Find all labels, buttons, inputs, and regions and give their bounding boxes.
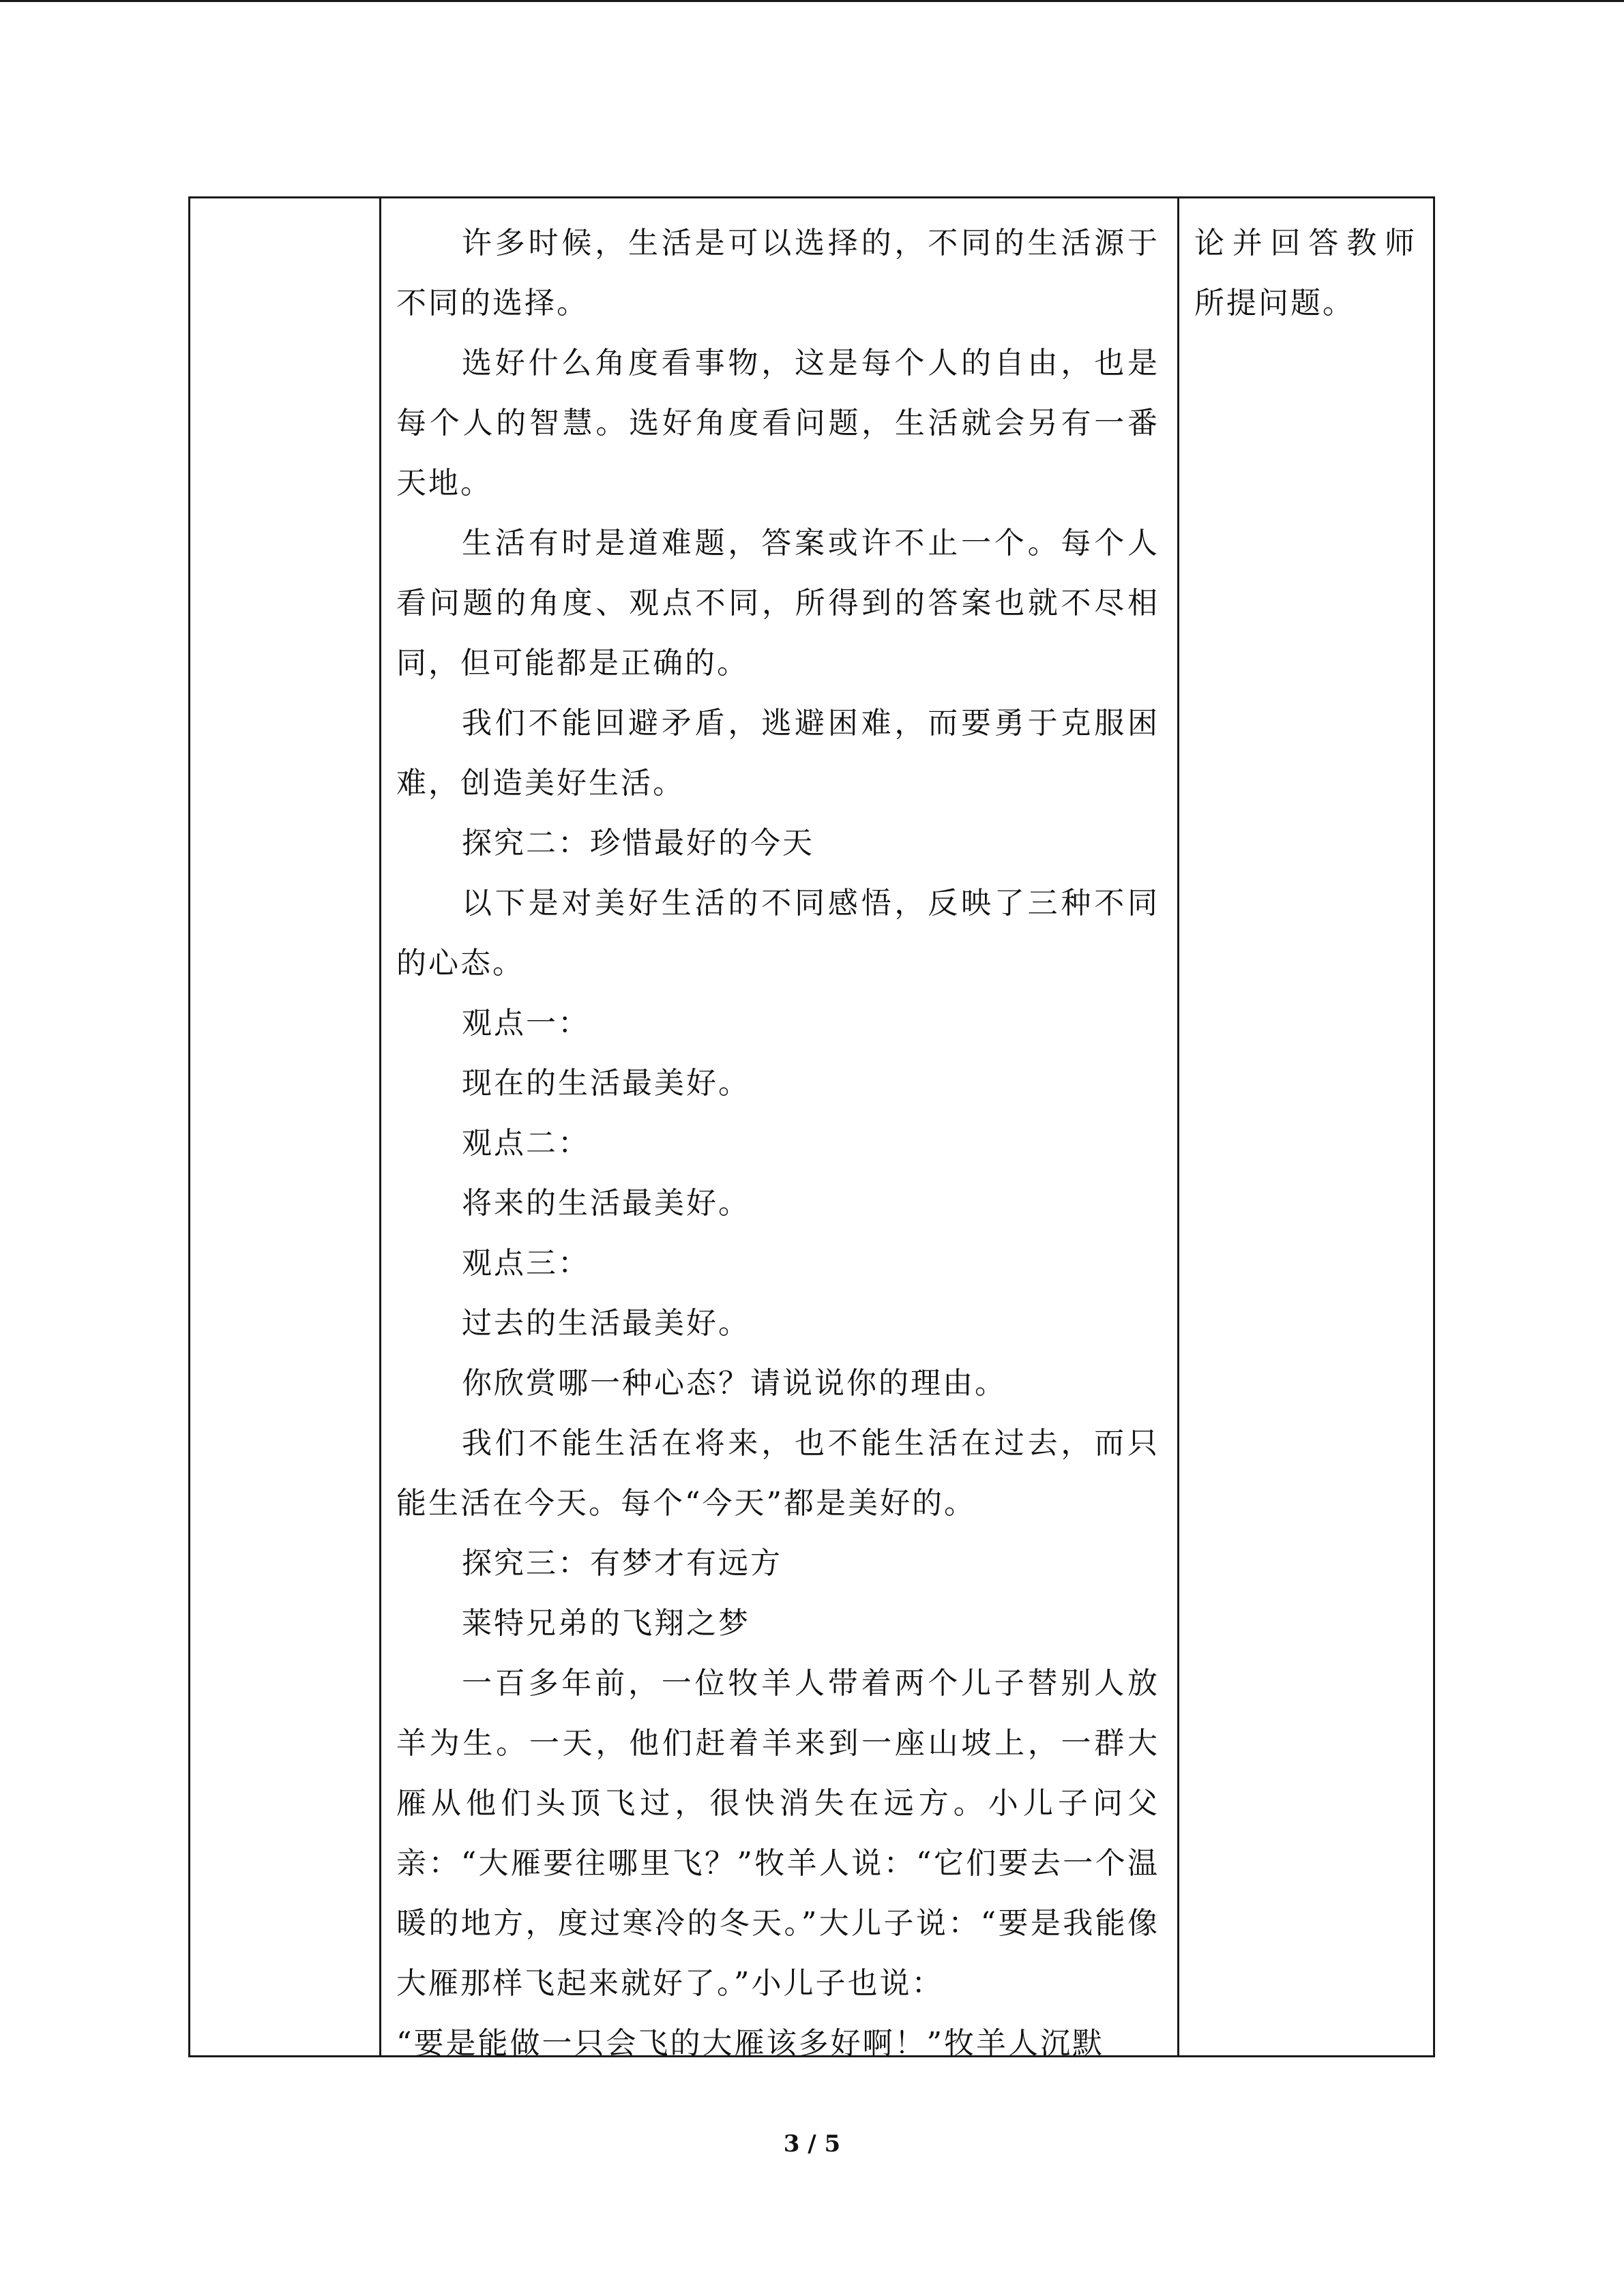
viewpoint-label: 观点一： [462, 1006, 590, 1041]
viewpoint-text: 将来的生活最美好。 [462, 1186, 750, 1221]
story-paragraph: “要是能做一只会飞的大雁该多好啊！”牧羊人沉默 [396, 2026, 1104, 2061]
teaching-stage-cell [190, 198, 379, 2055]
body-paragraph: 生活有时是道难题，答案或许不止一个。每个人看问题的角度、观点不同，所得到的答案也就不尽相同，但可能都是正确的。 [396, 526, 1160, 681]
page-number: 3 / 5 [783, 2130, 841, 2158]
student-activity-cell [1179, 198, 1433, 2055]
body-paragraph: 选好什么角度看事物，这是每个人的自由，也是每个人的智慧。选好角度看问题，生活就会另有一番天地。 [396, 346, 1160, 501]
page-top-border [0, 0, 1624, 2]
section-heading: 探究二：珍惜最好的今天 [462, 826, 814, 861]
story-paragraph: 一百多年前，一位牧羊人带着两个儿子替别人放羊为生。一天，他们赶着羊来到一座山坡上，一群大雁从他们头顶飞过，很快消失在远方。小儿子问父亲：“大雁要往哪里飞？”牧羊人说：“它们要去一个温暖的地方，度过寒冷的冬天。”大儿子说：“要是我能像大雁那样飞起来就好了。”小儿子也说： [396, 1666, 1160, 2001]
story-title: 莱特兄弟的飞翔之梦 [462, 1606, 750, 1641]
body-paragraph: 许多时候，生活是可以选择的，不同的生活源于不同的选择。 [396, 226, 1160, 320]
lesson-plan-table [188, 196, 1435, 2061]
teacher-activity-cell [381, 198, 1177, 2061]
section-heading: 探究三：有梦才有远方 [462, 1546, 782, 1581]
student-activity-text: 论并回答教师所提问题。 [1194, 226, 1417, 320]
body-paragraph: 以下是对美好生活的不同感悟，反映了三种不同的心态。 [396, 886, 1160, 981]
viewpoint-label: 观点三： [462, 1246, 590, 1281]
body-paragraph: 我们不能生活在将来，也不能生活在过去，而只能生活在今天。每个“今天”都是美好的。 [396, 1426, 1160, 1521]
viewpoint-label: 观点二： [462, 1126, 590, 1161]
body-paragraph: 我们不能回避矛盾，逃避困难，而要勇于克服困难，创造美好生活。 [396, 706, 1160, 801]
question-paragraph: 你欣赏哪一种心态？请说说你的理由。 [462, 1366, 1007, 1401]
viewpoint-text: 现在的生活最美好。 [462, 1066, 750, 1101]
viewpoint-text: 过去的生活最美好。 [462, 1306, 750, 1341]
